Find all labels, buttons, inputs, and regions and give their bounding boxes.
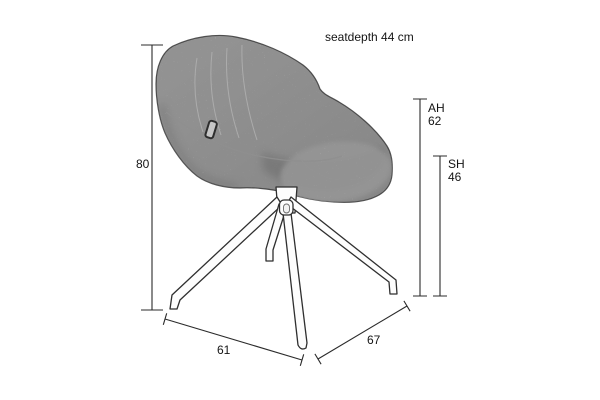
leg-front-center	[283, 213, 307, 349]
width-dimension-line	[163, 313, 303, 366]
seat-height-dimension-line	[433, 156, 447, 296]
swivel-base	[170, 187, 397, 349]
fabric-texture	[156, 35, 392, 202]
seat-height-value: 46	[448, 170, 462, 184]
chair-illustration	[156, 35, 397, 349]
arm-height-abbr: AH	[428, 101, 445, 115]
arm-height-label	[428, 102, 445, 128]
leg-right	[287, 197, 397, 294]
base-hub-detail	[284, 204, 290, 213]
base-depth-label: 67	[367, 333, 381, 347]
leg-front-left	[170, 197, 282, 309]
base-width-label: 61	[217, 343, 231, 357]
overall-height-label: 80	[136, 157, 150, 171]
arm-height-dimension-line	[413, 99, 427, 296]
arm-height-value: 62	[428, 114, 442, 128]
depth-dimension-line	[315, 301, 410, 364]
seat-height-abbr: SH	[448, 157, 465, 171]
seat-height-label	[448, 158, 465, 184]
seat-depth-label: seatdepth 44 cm	[325, 30, 414, 44]
